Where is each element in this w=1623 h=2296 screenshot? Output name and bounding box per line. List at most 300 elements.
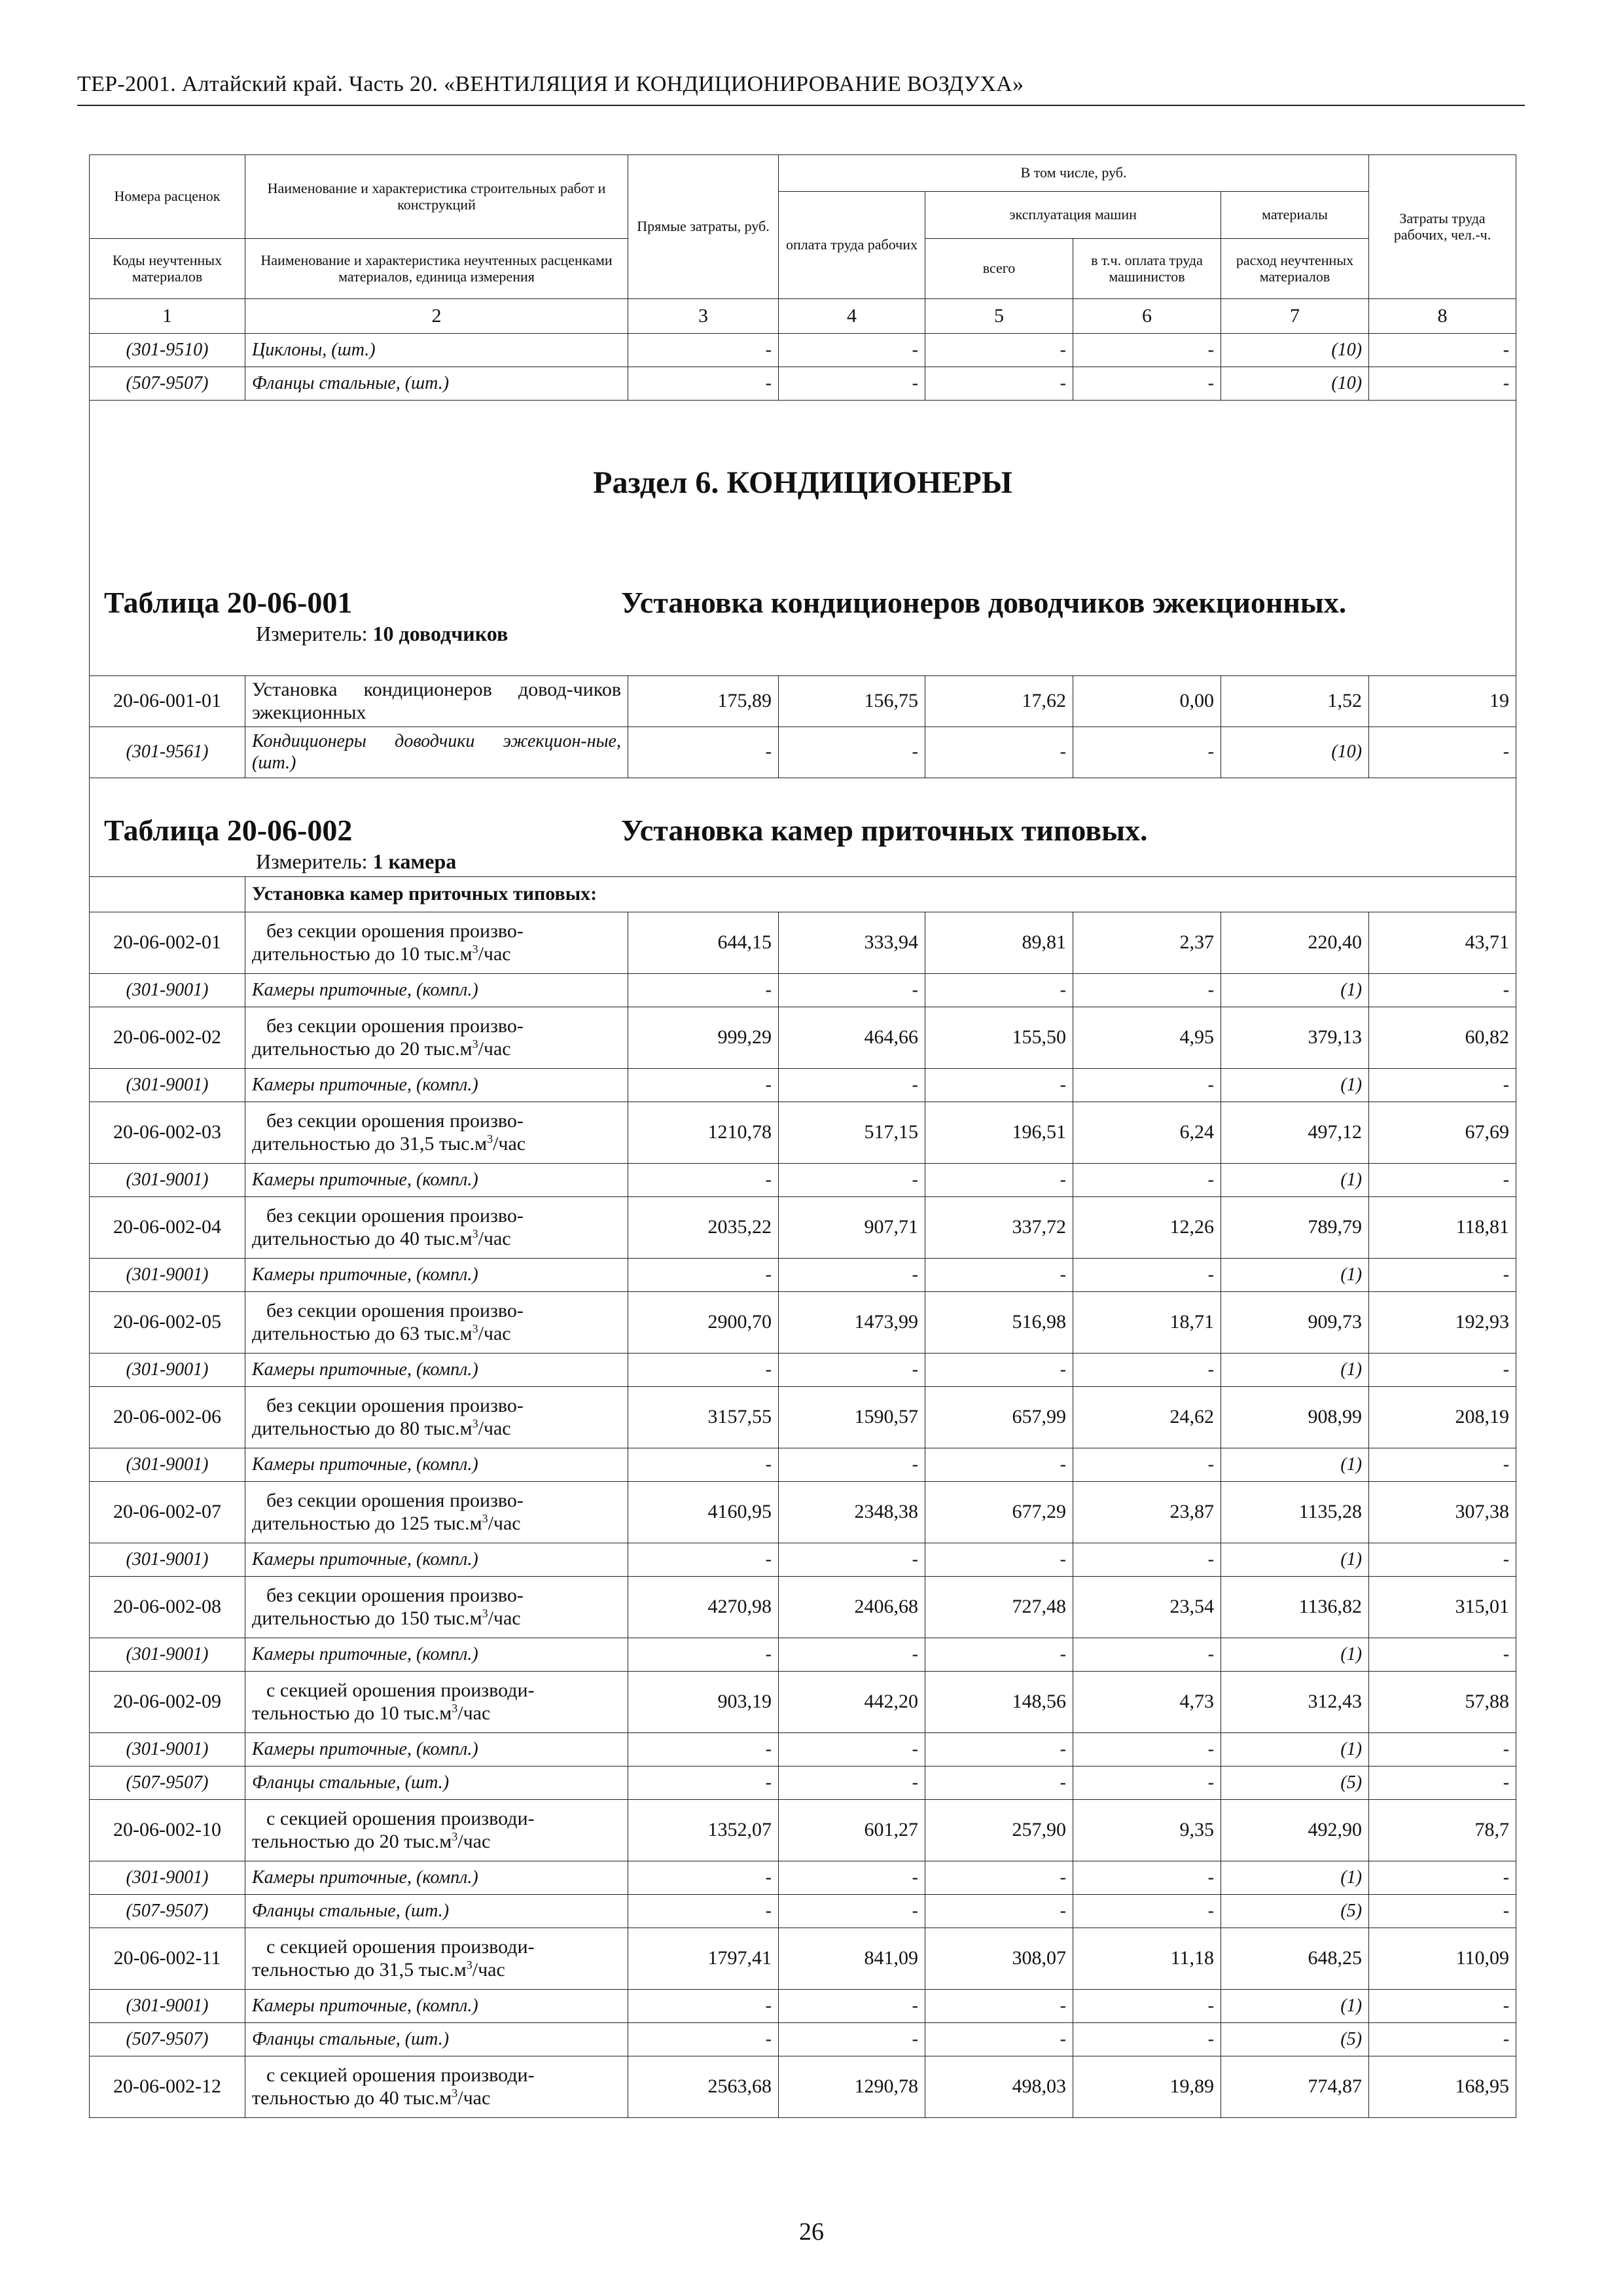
cell-c3: - [628, 1069, 779, 1102]
cell-c6: - [1073, 334, 1221, 367]
cell-c8: - [1369, 1733, 1516, 1767]
cell-c7: (5) [1221, 1895, 1369, 1928]
cell-c3: - [628, 367, 779, 401]
rate-code: 20-06-001-01 [90, 676, 245, 727]
cell-c3: - [628, 974, 779, 1007]
unit-tail: /час [488, 1607, 521, 1629]
rate-name-line1: без секции орошения произво- [266, 1394, 524, 1416]
rate-name-line2 [252, 1607, 621, 1630]
cell-c4: - [779, 1861, 925, 1895]
material-code: (301-9561) [90, 727, 245, 778]
cell-c3: 3157,55 [628, 1387, 779, 1448]
cell-c3: - [628, 1164, 779, 1197]
cell-c8: - [1369, 1448, 1516, 1482]
cell-c3: - [628, 1733, 779, 1767]
material-row [90, 727, 1516, 778]
cell-c6: 19,89 [1073, 2056, 1221, 2118]
unit-sup: 3 [472, 1417, 478, 1430]
unit-tail: /час [478, 1418, 511, 1439]
material-code: (301-9001) [90, 1638, 245, 1672]
rate-name [245, 1800, 628, 1861]
col-num: 4 [779, 299, 925, 334]
meter-value: 10 доводчиков [372, 622, 508, 646]
rate-row [90, 676, 1516, 727]
cell-c8: - [1369, 1259, 1516, 1292]
cell-c6: 9,35 [1073, 1800, 1221, 1861]
cell-c6: - [1073, 1733, 1221, 1767]
cell-c5: - [925, 1448, 1073, 1482]
table1-title: Установка кондиционеров доводчиков эжекционных. [621, 586, 1347, 620]
table-body [90, 299, 1516, 2118]
table2-heading-row [90, 778, 1516, 877]
cell-c7: (1) [1221, 1638, 1369, 1672]
cell-c5: - [925, 1259, 1073, 1292]
cell-c4: 2348,38 [779, 1482, 925, 1543]
cell-c6: 12,26 [1073, 1197, 1221, 1259]
cell-c3: 644,15 [628, 912, 779, 974]
cell-c4: 442,20 [779, 1672, 925, 1733]
material-code: (507-9507) [90, 1895, 245, 1928]
cell-c8: 60,82 [1369, 1007, 1516, 1069]
header-materials: материалы [1221, 192, 1369, 239]
material-name: Фланцы стальные, (шт.) [245, 1895, 628, 1928]
material-code: (301-9510) [90, 334, 245, 367]
group-title-spacer [90, 877, 245, 912]
unit-sup: 3 [452, 1830, 458, 1843]
rate-name-line1: с секцией орошения производи- [266, 1935, 535, 1958]
header-col8: Затраты труда рабочих, чел.-ч. [1369, 155, 1516, 299]
cell-c7: 492,90 [1221, 1800, 1369, 1861]
cell-c7: 648,25 [1221, 1928, 1369, 1990]
cell-c3: 1797,41 [628, 1928, 779, 1990]
running-title: ТЕР-2001. Алтайский край. Часть 20. «ВЕНТИЛЯЦИЯ И КОНДИЦИОНИРОВАНИЕ ВОЗДУХА» [77, 72, 1024, 96]
material-name: Камеры приточные, (компл.) [245, 1861, 628, 1895]
cell-c4: - [779, 1354, 925, 1387]
table2-number: Таблица 20-06-002 [104, 814, 353, 848]
cell-c5: - [925, 1767, 1073, 1800]
material-row [90, 1259, 1516, 1292]
cell-c6: 4,73 [1073, 1672, 1221, 1733]
col-num: 7 [1221, 299, 1369, 334]
material-row [90, 1638, 1516, 1672]
cell-c4: 1590,57 [779, 1387, 925, 1448]
unit-tail: /час [488, 1513, 521, 1534]
table2-meter [104, 850, 1501, 874]
cell-c7: (1) [1221, 1069, 1369, 1102]
rate-name [245, 1928, 628, 1990]
cell-c7: 220,40 [1221, 912, 1369, 974]
rate-row [90, 1672, 1516, 1733]
column-numbers-row [90, 299, 1516, 334]
cell-c3: 1210,78 [628, 1102, 779, 1164]
cell-c8: - [1369, 1767, 1516, 1800]
capacity: дительностью до 10 [252, 943, 419, 965]
cell-c6: - [1073, 367, 1221, 401]
cell-c5: - [925, 1164, 1073, 1197]
cell-c7: (5) [1221, 2023, 1369, 2056]
unit: тыс.м [438, 1133, 488, 1155]
material-code: (301-9001) [90, 1448, 245, 1482]
section-title: Раздел 6. КОНДИЦИОНЕРЫ [593, 465, 1012, 500]
unit-sup: 3 [472, 1322, 478, 1335]
cell-c3: 2900,70 [628, 1292, 779, 1354]
header-col1-bottom: Коды неучтенных материалов [90, 239, 245, 299]
rate-code: 20-06-002-06 [90, 1387, 245, 1448]
table2-heading [104, 814, 1501, 848]
material-name: Камеры приточные, (компл.) [245, 1259, 628, 1292]
capacity: дительностью до 40 [252, 1228, 419, 1249]
meter-label: Измеритель: [256, 850, 368, 874]
cell-c8: 208,19 [1369, 1387, 1516, 1448]
capacity: дительностью до 150 [252, 1607, 429, 1629]
unit: тыс.м [434, 1607, 482, 1629]
cell-c5: 17,62 [925, 676, 1073, 727]
unit-sup: 3 [466, 1958, 473, 1971]
rate-code: 20-06-002-07 [90, 1482, 245, 1543]
rate-code: 20-06-002-12 [90, 2056, 245, 2118]
header-col2-top: Наименование и характеристика строительных работ и конструкций [245, 155, 628, 239]
rate-row [90, 1387, 1516, 1448]
header-col5: всего [925, 239, 1073, 299]
unit-tail: /час [478, 1038, 511, 1060]
cell-c6: 0,00 [1073, 676, 1221, 727]
material-row [90, 1354, 1516, 1387]
cell-c4: 464,66 [779, 1007, 925, 1069]
rate-name [245, 1387, 628, 1448]
cell-c5: - [925, 1069, 1073, 1102]
capacity: дительностью до 63 [252, 1323, 419, 1344]
rate-row [90, 1007, 1516, 1069]
col-num: 6 [1073, 299, 1221, 334]
material-name: Циклоны, (шт.) [245, 334, 628, 367]
cell-c3: 1352,07 [628, 1800, 779, 1861]
unit: тыс.м [418, 1959, 467, 1981]
material-code: (507-9507) [90, 367, 245, 401]
cell-c5: - [925, 1861, 1073, 1895]
cell-c5: 257,90 [925, 1800, 1073, 1861]
material-code: (301-9001) [90, 1069, 245, 1102]
rate-code: 20-06-002-03 [90, 1102, 245, 1164]
cell-c8: - [1369, 1895, 1516, 1928]
cell-c7: 1136,82 [1221, 1577, 1369, 1638]
cell-c7: (1) [1221, 1861, 1369, 1895]
unit: тыс.м [404, 1702, 452, 1724]
rate-name-line1: без секции орошения произво- [266, 1204, 524, 1227]
cell-c4: - [779, 1895, 925, 1928]
unit: тыс.м [424, 1228, 473, 1249]
rate-code: 20-06-002-08 [90, 1577, 245, 1638]
rate-code: 20-06-002-05 [90, 1292, 245, 1354]
cell-c3: - [628, 2023, 779, 2056]
material-name: Камеры приточные, (компл.) [245, 1638, 628, 1672]
rate-row [90, 1102, 1516, 1164]
rate-name-line1: без секции орошения произво- [266, 920, 524, 942]
cell-c5: 677,29 [925, 1482, 1073, 1543]
cell-c8: - [1369, 1990, 1516, 2023]
material-code: (301-9001) [90, 1990, 245, 2023]
cell-c5: 89,81 [925, 912, 1073, 974]
unit-tail: /час [478, 943, 511, 965]
table2-title: Установка камер приточных типовых. [621, 814, 1148, 848]
cell-c7: (1) [1221, 974, 1369, 1007]
section-block [90, 401, 1516, 676]
cell-c7: (1) [1221, 1354, 1369, 1387]
unit-tail: /час [478, 1228, 511, 1249]
rate-name-line1: с секцией орошения производи- [266, 1679, 535, 1701]
material-row [90, 1069, 1516, 1102]
cell-c8: - [1369, 727, 1516, 778]
cell-c7: 789,79 [1221, 1197, 1369, 1259]
cell-c6: - [1073, 1861, 1221, 1895]
rate-row [90, 1482, 1516, 1543]
cell-c3: - [628, 1638, 779, 1672]
rate-name-line1: без секции орошения произво- [266, 1109, 524, 1132]
cell-c5: - [925, 727, 1073, 778]
capacity: дительностью до 125 [252, 1513, 429, 1534]
cell-c4: - [779, 1164, 925, 1197]
table-header [90, 155, 1516, 299]
cell-c4: - [779, 334, 925, 367]
rate-code: 20-06-002-02 [90, 1007, 245, 1069]
unit-sup: 3 [482, 1512, 488, 1525]
cell-c4: - [779, 1448, 925, 1482]
cell-c7: 1,52 [1221, 676, 1369, 727]
cell-c6: 4,95 [1073, 1007, 1221, 1069]
rate-name-line2 [252, 1037, 621, 1061]
cell-c3: - [628, 334, 779, 367]
material-code: (301-9001) [90, 1164, 245, 1197]
rate-name-line2 [252, 1958, 621, 1982]
cell-c7: (5) [1221, 1767, 1369, 1800]
cell-c7: (1) [1221, 1259, 1369, 1292]
cell-c5: - [925, 1733, 1073, 1767]
cell-c6: - [1073, 1164, 1221, 1197]
cell-c8: - [1369, 1638, 1516, 1672]
unit-sup: 3 [452, 2087, 458, 2100]
col-num: 5 [925, 299, 1073, 334]
cell-c7: (1) [1221, 1990, 1369, 2023]
rate-name: Установка кондиционеров довод-чиков эжекционных [245, 676, 628, 727]
cell-c3: 175,89 [628, 676, 779, 727]
unit-tail: /час [457, 2087, 491, 2109]
cell-c7: (1) [1221, 1164, 1369, 1197]
cell-c8: - [1369, 1861, 1516, 1895]
cell-c6: - [1073, 727, 1221, 778]
unit: тыс.м [434, 1513, 482, 1534]
cell-c8: - [1369, 1354, 1516, 1387]
cell-c6: - [1073, 974, 1221, 1007]
rate-name-line1: без секции орошения произво- [266, 1584, 524, 1606]
cell-c5: - [925, 334, 1073, 367]
rate-code: 20-06-002-01 [90, 912, 245, 974]
rate-row [90, 2056, 1516, 2118]
rate-row [90, 1577, 1516, 1638]
capacity: дительностью до 20 [252, 1038, 419, 1060]
cell-c5: 337,72 [925, 1197, 1073, 1259]
cell-c8: 168,95 [1369, 2056, 1516, 2118]
cell-c3: - [628, 1895, 779, 1928]
cell-c5: - [925, 1895, 1073, 1928]
unit-sup: 3 [472, 1037, 478, 1050]
rate-name-line1: с секцией орошения производи- [266, 2064, 535, 2086]
rate-code: 20-06-002-09 [90, 1672, 245, 1733]
col-num: 2 [245, 299, 628, 334]
cell-c3: - [628, 1448, 779, 1482]
material-row [90, 334, 1516, 367]
cell-c6: - [1073, 1638, 1221, 1672]
rate-name [245, 1482, 628, 1543]
cell-c6: - [1073, 1543, 1221, 1577]
cell-c3: - [628, 1354, 779, 1387]
material-row [90, 1861, 1516, 1895]
cell-c5: - [925, 1543, 1073, 1577]
cell-c8: - [1369, 1164, 1516, 1197]
cell-c3: 2563,68 [628, 2056, 779, 2118]
rate-row [90, 1928, 1516, 1990]
cell-c3: 4270,98 [628, 1577, 779, 1638]
cell-c4: - [779, 1543, 925, 1577]
group-title-row [90, 877, 1516, 912]
capacity: тельностью до 40 [252, 2087, 399, 2109]
material-name: Камеры приточные, (компл.) [245, 1733, 628, 1767]
cell-c4: 156,75 [779, 676, 925, 727]
col-num: 8 [1369, 299, 1516, 334]
cell-c6: - [1073, 1259, 1221, 1292]
capacity: тельностью до 31,5 [252, 1959, 414, 1981]
cell-c5: 727,48 [925, 1577, 1073, 1638]
capacity: дительностью до 80 [252, 1418, 419, 1439]
material-row [90, 2023, 1516, 2056]
cell-c5: 308,07 [925, 1928, 1073, 1990]
cell-c8: 57,88 [1369, 1672, 1516, 1733]
meter-label: Измеритель: [256, 622, 368, 646]
material-name: Камеры приточные, (компл.) [245, 1164, 628, 1197]
rate-code: 20-06-002-11 [90, 1928, 245, 1990]
cell-c5: - [925, 974, 1073, 1007]
unit-tail: /час [457, 1831, 491, 1852]
rate-row [90, 1197, 1516, 1259]
rate-name-line2 [252, 1227, 621, 1251]
cell-c7: 908,99 [1221, 1387, 1369, 1448]
cell-c6: - [1073, 1354, 1221, 1387]
material-row [90, 367, 1516, 401]
cell-c3: - [628, 1543, 779, 1577]
unit: тыс.м [404, 2087, 452, 2109]
rate-name [245, 1102, 628, 1164]
rate-name-line1: с секцией орошения производи- [266, 1807, 535, 1829]
material-name: Камеры приточные, (компл.) [245, 1990, 628, 2023]
rate-name-line1: без секции орошения произво- [266, 1299, 524, 1321]
cell-c8: 192,93 [1369, 1292, 1516, 1354]
cell-c4: - [779, 1259, 925, 1292]
cell-c7: 497,12 [1221, 1102, 1369, 1164]
material-code: (301-9001) [90, 1354, 245, 1387]
rate-name [245, 1577, 628, 1638]
cell-c6: - [1073, 1069, 1221, 1102]
meter-value: 1 камера [372, 850, 457, 874]
cell-c7: (10) [1221, 334, 1369, 367]
cell-c3: 2035,22 [628, 1197, 779, 1259]
cell-c5: 155,50 [925, 1007, 1073, 1069]
material-name: Кондиционеры доводчики эжекцион-ные, (шт.) [245, 727, 628, 778]
material-code: (507-9507) [90, 1767, 245, 1800]
cell-c7: (10) [1221, 727, 1369, 778]
rate-name-line2 [252, 1417, 621, 1441]
cell-c5: - [925, 2023, 1073, 2056]
unit-tail: /час [478, 1323, 511, 1344]
header-col2-bottom: Наименование и характеристика неучтенных расценками материалов, единица измерения [245, 239, 628, 299]
rate-name [245, 2056, 628, 2118]
unit: тыс.м [404, 1831, 452, 1852]
group-title: Установка камер приточных типовых: [245, 877, 1516, 912]
material-code: (301-9001) [90, 1861, 245, 1895]
rate-name [245, 1007, 628, 1069]
rate-name-line2 [252, 1830, 621, 1854]
cell-c8: 315,01 [1369, 1577, 1516, 1638]
material-row [90, 1164, 1516, 1197]
material-row [90, 1543, 1516, 1577]
rate-row [90, 1292, 1516, 1354]
unit-sup: 3 [487, 1132, 493, 1145]
cell-c4: 517,15 [779, 1102, 925, 1164]
cell-c4: 601,27 [779, 1800, 925, 1861]
cell-c5: 498,03 [925, 2056, 1073, 2118]
cell-c4: - [779, 974, 925, 1007]
cell-c7: 379,13 [1221, 1007, 1369, 1069]
rate-row [90, 1800, 1516, 1861]
cell-c6: - [1073, 1895, 1221, 1928]
material-code: (507-9507) [90, 2023, 245, 2056]
cell-c5: - [925, 367, 1073, 401]
unit-sup: 3 [482, 1607, 488, 1620]
cell-c8: 67,69 [1369, 1102, 1516, 1164]
cell-c5: - [925, 1638, 1073, 1672]
table2-heading-cell [90, 778, 1516, 877]
material-row [90, 1448, 1516, 1482]
unit-tail: /час [493, 1133, 526, 1155]
capacity: тельностью до 10 [252, 1702, 399, 1724]
rate-name-line2 [252, 942, 621, 966]
cell-c4: - [779, 367, 925, 401]
cell-c4: 1473,99 [779, 1292, 925, 1354]
material-row [90, 1990, 1516, 2023]
cell-c6: 23,54 [1073, 1577, 1221, 1638]
cell-c6: 18,71 [1073, 1292, 1221, 1354]
header-col1-top: Номера расценок [90, 155, 245, 239]
cell-c7: 312,43 [1221, 1672, 1369, 1733]
material-name: Камеры приточные, (компл.) [245, 974, 628, 1007]
col-num: 3 [628, 299, 779, 334]
rate-name [245, 1197, 628, 1259]
cell-c4: 1290,78 [779, 2056, 925, 2118]
cell-c8: 19 [1369, 676, 1516, 727]
table1-number: Таблица 20-06-001 [104, 586, 353, 620]
cell-c4: 2406,68 [779, 1577, 925, 1638]
unit-sup: 3 [472, 942, 478, 956]
rate-name-line2 [252, 2087, 621, 2110]
rates-table [89, 154, 1516, 2118]
material-name: Фланцы стальные, (шт.) [245, 1767, 628, 1800]
capacity: тельностью до 20 [252, 1831, 399, 1852]
cell-c4: 907,71 [779, 1197, 925, 1259]
unit: тыс.м [424, 1418, 473, 1439]
cell-c6: 23,87 [1073, 1482, 1221, 1543]
cell-c5: - [925, 1990, 1073, 2023]
capacity: дительностью до 31,5 [252, 1133, 435, 1155]
material-name: Камеры приточные, (компл.) [245, 1448, 628, 1482]
rate-code: 20-06-002-10 [90, 1800, 245, 1861]
cell-c3: 999,29 [628, 1007, 779, 1069]
